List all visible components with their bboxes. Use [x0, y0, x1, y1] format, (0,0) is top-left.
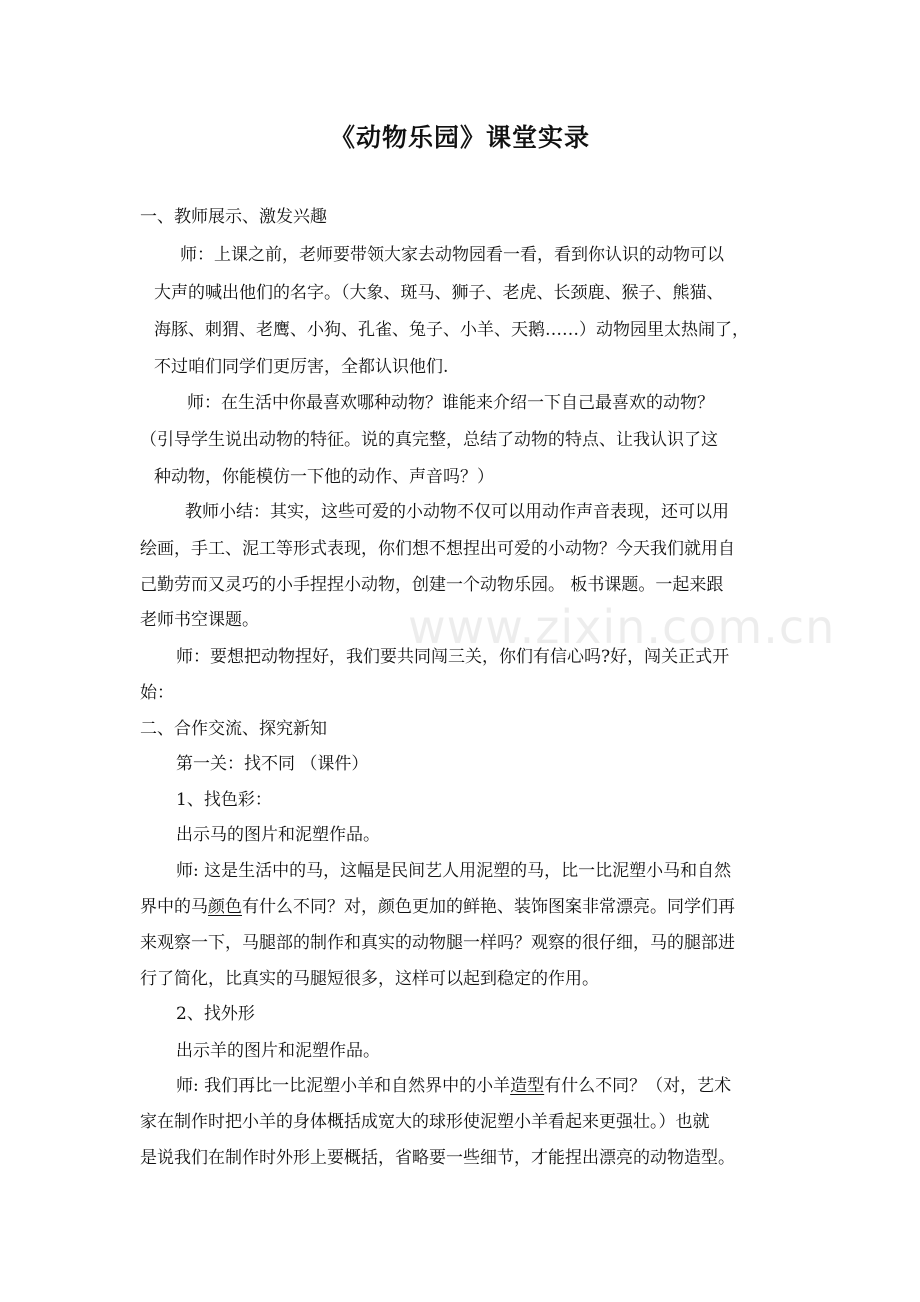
- paragraph-line: [176, 1075, 731, 1097]
- paragraph-line: 师: 这是生活中的马，这幅是民间艺人用泥塑的马，比一比泥塑小马和自然: [176, 861, 732, 881]
- paragraph-line: 师：在生活中你最喜欢哪种动物？谁能来介绍一下自己最喜欢的动物？: [187, 393, 714, 413]
- text-span: 有什么不同？对，颜色更加的鲜艳、装饰图案非常漂亮。同学们再: [242, 897, 735, 917]
- paragraph-line: 老师书空课题。: [140, 610, 259, 630]
- paragraph-line: 出示马的图片和泥塑作品。: [176, 825, 380, 845]
- text-span: 师: 我们再比一比泥塑小羊和自然界中的小羊: [176, 1076, 511, 1096]
- document-title: 《动物乐园》课堂实录: [329, 123, 590, 152]
- paragraph-line: （引导学生说出动物的特征。说的真完整，总结了动物的特点、让我认识了这: [140, 430, 718, 450]
- section-heading-1: 一、教师展示、激发兴趣: [140, 207, 327, 227]
- list-item: 2、找外形: [176, 1004, 255, 1024]
- underlined-term: 造型: [510, 1076, 545, 1096]
- paragraph-line: 始：: [140, 683, 174, 703]
- list-item: 1、找色彩：: [176, 790, 272, 810]
- paragraph-line: 大声的喊出他们的名字。（大象、斑马、狮子、老虎、长颈鹿、猴子、熊猫、: [154, 283, 724, 303]
- paragraph-line: 不过咱们同学们更厉害，全都认识他们.: [154, 357, 449, 377]
- paragraph-line: 行了简化，比真实的马腿短很多，这样可以起到稳定的作用。: [140, 969, 599, 989]
- text-span: 界中的马: [140, 897, 208, 917]
- paragraph-line: 绘画，手工、泥工等形式表现，你们想不想捏出可爱的小动物？今天我们就用自: [140, 539, 735, 559]
- watermark: www.zixin.com.cn: [408, 600, 836, 654]
- paragraph-line: 家在制作时把小羊的身体概括成宽大的球形使泥塑小羊看起来更强壮。）也就: [140, 1112, 710, 1132]
- paragraph-line: 是说我们在制作时外形上要概括，省略要一些细节，才能捏出漂亮的动物造型。: [140, 1148, 735, 1168]
- paragraph-line: 教师小结：其实，这些可爱的小动物不仅可以用动作声音表现，还可以用: [185, 502, 729, 522]
- paragraph-line: 出示羊的图片和泥塑作品。: [176, 1041, 380, 1061]
- text-span: 有什么不同？（对，艺术: [544, 1076, 732, 1096]
- paragraph-line: 师：上课之前，老师要带领大家去动物园看一看，看到你认识的动物可以: [180, 245, 724, 265]
- paragraph-line: 种动物，你能模仿一下他的动作、声音吗？）: [154, 467, 494, 487]
- paragraph-line: [140, 896, 735, 918]
- paragraph-line: 海豚、刺猬、老鹰、小狗、孔雀、兔子、小羊、天鹅……）动物园里太热闹了，: [154, 320, 749, 340]
- level-heading: 第一关：找不同 （课件）: [176, 754, 369, 774]
- section-heading-2: 二、合作交流、探究新知: [140, 719, 327, 739]
- paragraph-line: 来观察一下，马腿部的制作和真实的动物腿一样吗？观察的很仔细，马的腿部进: [140, 933, 735, 953]
- paragraph-line: 己勤劳而又灵巧的小手捏捏小动物，创建一个动物乐园。 板书课题。一起来跟: [140, 575, 724, 595]
- underlined-term: 颜色: [208, 897, 242, 917]
- paragraph-line: 师：要想把动物捏好，我们要共同闯三关，你们有信心吗?好，闯关正式开: [176, 647, 730, 667]
